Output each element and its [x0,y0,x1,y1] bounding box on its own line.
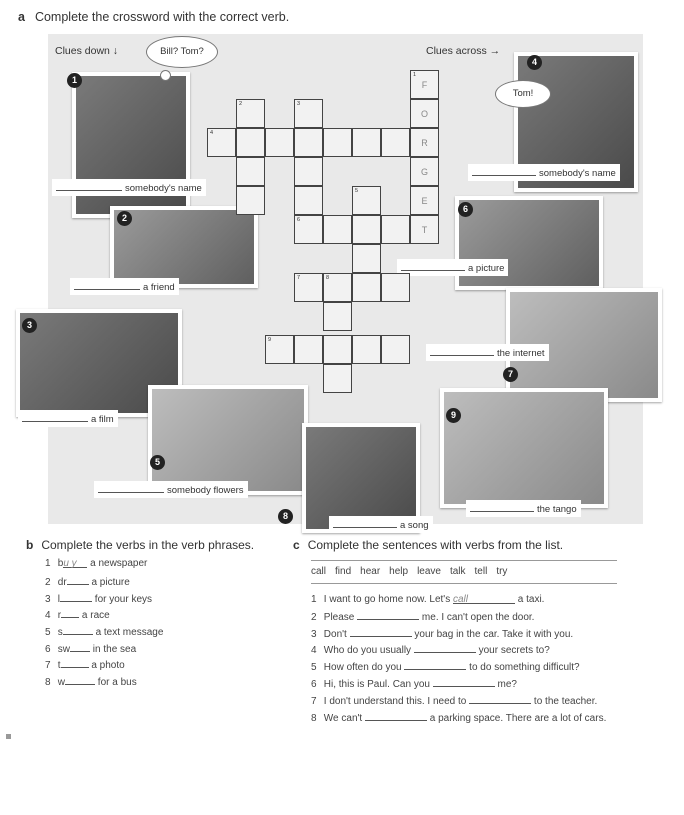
word-list-item: hear [360,566,381,577]
answer-blank[interactable] [98,483,164,493]
photo-friends-cafe [110,206,258,288]
clues-down-heading [55,45,118,57]
cell-letter: R [421,138,428,148]
sentence-item [311,711,606,724]
answer-blank[interactable] [430,346,494,356]
clue-number: 3 [297,101,301,107]
item-number: 2 [311,612,317,623]
clue-number: 2 [239,101,243,107]
sentence-start: I want to go home now. Let's [323,594,451,605]
crossword-cell[interactable] [323,215,352,244]
sentence-start: We can't [323,713,363,724]
clues-across-label: Clues across [426,45,487,57]
crossword-cell[interactable] [352,335,381,364]
answer-blank[interactable] [365,711,427,721]
clue-label-4 [468,164,620,181]
clue-number: 1 [413,72,417,78]
crossword-cell[interactable] [294,215,323,244]
sentence-end: a parking space. There are a lot of cars. [429,713,607,724]
answer-blank[interactable] [401,261,465,271]
sentence-end: me. I can't open the door. [421,612,535,623]
sentence-end: your bag in the car. Take it with you. [414,629,574,640]
verb-prefix: t [57,660,61,671]
clue-text: a song [400,520,429,531]
sentence-start: How often do you [323,662,402,673]
clue-text: a film [91,414,114,425]
section-c-title [293,538,563,552]
photo-number-badge: 1 [67,73,82,88]
section-c-instruction: Complete the sentences with verbs from the list. [307,538,564,552]
answer-blank[interactable] [469,694,531,704]
verb-phrase-item [45,658,125,671]
crossword-cell[interactable] [294,157,323,186]
verb-phrase-item [45,625,163,638]
clue-label-5 [94,481,248,498]
section-a-title [18,10,289,24]
answer-blank[interactable] [67,575,89,585]
crossword-cell[interactable] [294,335,323,364]
crossword-cell[interactable] [265,335,294,364]
verb-prefix: w [57,677,66,688]
section-b-instruction: Complete the verbs in the verb phrases. [41,538,255,552]
crossword-cell[interactable] [236,99,265,128]
item-number: 5 [311,662,317,673]
clue-number: 5 [355,188,359,194]
answer-blank[interactable] [70,642,90,652]
clue-label-9 [466,500,581,517]
photo-number-badge: 8 [278,509,293,524]
sentence-item [311,610,534,623]
sentence-end: a taxi. [517,594,545,605]
sentence-item [311,627,573,640]
clue-text: the internet [497,348,545,359]
cell-letter: F [421,80,428,90]
crossword-cell[interactable] [352,244,381,273]
verb-phrase-item [45,675,137,688]
answer-blank[interactable] [357,610,419,620]
word-list-item: try [496,566,508,577]
crossword-cell[interactable] [352,128,381,157]
answer-blank[interactable] [60,592,92,602]
crossword-cell[interactable] [265,128,294,157]
crossword-cell[interactable] [381,128,410,157]
clue-text: somebody's name [539,168,616,179]
answer-blank[interactable] [63,625,93,635]
verb-object: in the sea [92,644,137,655]
crossword-cell[interactable] [410,99,439,128]
item-number: 3 [45,594,51,605]
crossword-cell[interactable] [207,128,236,157]
cell-letter: E [421,196,428,206]
crossword-cell[interactable] [352,273,381,302]
verb-object: a race [81,610,110,621]
verb-object: a text message [95,627,164,638]
photo-number-badge: 7 [503,367,518,382]
sentence-end: to the teacher. [533,696,598,707]
crossword-cell[interactable] [236,157,265,186]
answer-blank[interactable] [22,412,88,422]
crossword-cell[interactable] [410,157,439,186]
photo-number-badge: 5 [150,455,165,470]
clue-number: 6 [297,217,301,223]
verb-prefix: b [57,558,64,569]
answer-blank[interactable] [470,502,534,512]
word-list-item: find [335,566,352,577]
section-c-letter: c [293,538,300,552]
item-number: 2 [45,577,51,588]
item-number: 6 [45,644,51,655]
item-number: 5 [45,627,51,638]
sentence-start: Who do you usually [323,645,412,656]
item-number: 7 [311,696,317,707]
answer-blank[interactable] [61,608,79,618]
crossword-cell[interactable] [236,128,265,157]
answer-blank[interactable]: call [453,594,515,604]
clue-label-8 [329,516,433,533]
item-number: 8 [45,677,51,688]
photo-flowers-woman [148,385,308,495]
clue-text: the tango [537,504,577,515]
sentence-start: Hi, this is Paul. Can you [323,679,430,690]
item-number: 4 [45,610,51,621]
sentence-item [311,677,517,690]
verb-phrase-item [45,592,152,605]
section-b-letter: b [26,538,34,552]
clue-number: 9 [268,337,272,343]
word-list-box [311,560,617,584]
crossword-cell[interactable] [323,273,352,302]
crossword-cell[interactable] [381,335,410,364]
crossword-cell[interactable] [294,128,323,157]
crossword-cell[interactable] [352,186,381,215]
item-number: 4 [311,645,317,656]
sentence-start: Don't [323,629,347,640]
clue-label-3 [18,410,118,427]
crossword-cell[interactable] [323,302,352,331]
down-arrow-icon: ↓ [112,45,119,57]
crossword-cell[interactable] [410,128,439,157]
sentence-start: I don't understand this. I need to [323,696,467,707]
item-number: 7 [45,660,51,671]
crossword-cell[interactable] [323,128,352,157]
clue-text: a picture [468,263,505,274]
word-list-item: leave [417,566,441,577]
verb-prefix: s [57,627,63,638]
clues-across-heading [426,45,500,57]
verb-phrase-item [45,575,130,588]
verb-object: a photo [91,660,125,671]
answer-blank[interactable] [74,280,140,290]
photo-thinking-man [72,72,190,218]
photo-number-badge: 9 [446,408,461,423]
item-number: 8 [311,713,317,724]
cell-letter: G [420,167,428,177]
clue-text: somebody flowers [167,485,244,496]
answer-blank[interactable] [56,181,122,191]
crossword-cell[interactable] [410,70,439,99]
crossword-cell[interactable] [352,215,381,244]
sentence-item [311,660,580,673]
photo-number-badge: 6 [458,202,473,217]
crossword-cell[interactable] [323,335,352,364]
crossword-cell[interactable] [410,186,439,215]
word-list-item: call [311,566,327,577]
verb-phrase-item [45,642,136,655]
word-list-item: talk [449,566,466,577]
cell-letter: O [420,109,428,119]
crossword-cell[interactable] [381,273,410,302]
thought-bubble-dot [160,70,171,81]
clue-label-6 [397,259,508,276]
item-number: 3 [311,629,317,640]
answer-blank[interactable] [350,627,412,637]
item-number: 6 [311,679,317,690]
clue-label-1 [52,179,206,196]
answer-blank[interactable] [333,518,397,528]
section-a-letter: a [18,10,25,24]
verb-prefix: dr [57,577,67,588]
answer-blank[interactable]: u y [63,558,87,568]
right-arrow-icon: → [489,45,501,57]
sentence-item [311,594,544,605]
verb-object: for a bus [97,677,137,688]
crossword-cell[interactable] [294,273,323,302]
answer-blank[interactable] [414,643,476,653]
cell-letter: T [421,225,428,235]
verb-phrase-item [45,558,147,569]
sentence-end: your secrets to? [478,645,550,656]
section-a-instruction: Complete the crossword with the correct verb. [34,10,290,24]
photo-number-badge: 4 [527,55,542,70]
answer-blank[interactable] [472,166,536,176]
crossword-cell[interactable] [294,99,323,128]
item-number: 1 [45,558,51,569]
clue-number: 8 [326,275,330,281]
verb-prefix: r [57,610,62,621]
crossword-cell[interactable] [381,215,410,244]
crossword-cell[interactable] [294,186,323,215]
answer-blank[interactable] [433,677,495,687]
clue-text: a friend [143,282,175,293]
answer-blank[interactable] [404,660,466,670]
clue-number: 4 [210,130,214,136]
clue-label-2 [70,278,179,295]
verb-object: for your keys [94,594,153,605]
sentence-end: me? [497,679,517,690]
word-list-item: tell [474,566,488,577]
crossword-cell[interactable] [236,186,265,215]
speech-bubble: Tom! [495,80,551,108]
sentence-item [311,643,550,656]
photo-number-badge: 2 [117,211,132,226]
verb-prefix: sw [57,644,71,655]
crossword-cell[interactable] [410,215,439,244]
item-number: 1 [311,594,317,605]
answer-blank[interactable] [61,658,89,668]
clue-number: 7 [297,275,301,281]
answer-blank[interactable] [65,675,95,685]
clue-text: somebody's name [125,183,202,194]
word-list-item: help [389,566,409,577]
thought-bubble: Bill? Tom? [146,36,218,68]
verb-object: a newspaper [90,558,148,569]
verb-object: a picture [91,577,130,588]
verb-phrase-item [45,608,110,621]
clues-down-label: Clues down [55,45,110,57]
clue-label-7 [426,344,549,361]
photo-tango-dancers [440,388,608,508]
photo-number-badge: 3 [22,318,37,333]
crossword-cell[interactable] [323,364,352,393]
sentence-start: Please [323,612,355,623]
verb-prefix: l [57,594,61,605]
section-b-title [26,538,254,552]
margin-mark [6,734,11,739]
sentence-item [311,694,597,707]
sentence-end: to do something difficult? [469,662,580,673]
